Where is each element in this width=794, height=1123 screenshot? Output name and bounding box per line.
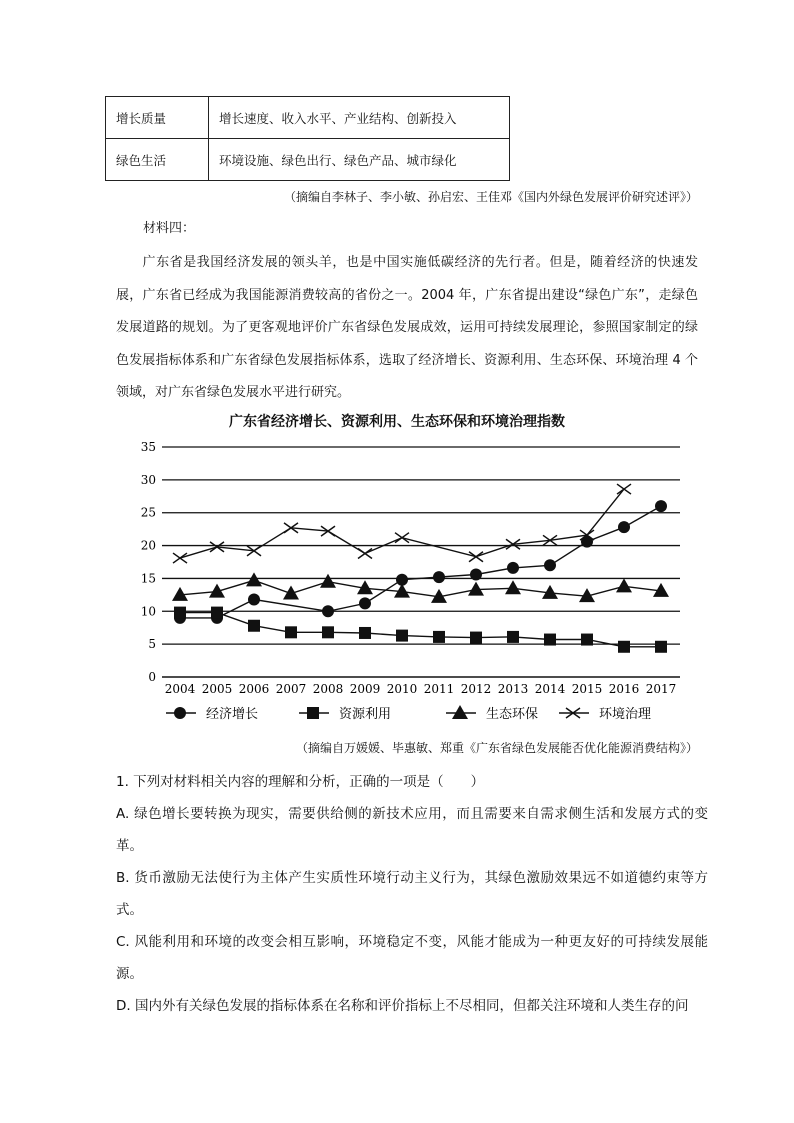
x-tick-label: 2016 xyxy=(608,682,640,696)
question-stem: 1. 下列对材料相关内容的理解和分析，正确的一项是（ ） xyxy=(116,774,485,790)
data-point-1 xyxy=(433,571,445,583)
legend-label: 资源利用 xyxy=(339,707,392,722)
y-tick-label: 15 xyxy=(140,571,156,586)
y-tick-label: 35 xyxy=(140,440,156,454)
data-point-3 xyxy=(616,578,632,592)
x-tick-label: 2015 xyxy=(571,682,603,696)
data-point-1 xyxy=(544,559,556,571)
data-point-1 xyxy=(618,521,630,533)
y-tick-label: 30 xyxy=(140,472,156,487)
data-point-3 xyxy=(246,572,262,586)
data-point-4 xyxy=(469,552,483,562)
data-point-1 xyxy=(359,597,371,609)
data-point-4 xyxy=(173,553,187,563)
x-tick-label: 2005 xyxy=(201,682,233,696)
data-point-2 xyxy=(470,632,482,644)
data-point-2 xyxy=(322,626,334,638)
option-c[interactable]: C. 风能利用和环境的改变会相互影响，环境稳定不变，风能才能成为一种更友好的可持续发展能源。 xyxy=(116,934,708,982)
x-tick-label: 2008 xyxy=(312,682,344,696)
table-cell-label: 绿色生活 xyxy=(106,139,209,181)
option-a[interactable]: A. 绿色增长要转换为现实，需要供给侧的新技术应用，而且需要来自需求侧生活和发展方式的变革。 xyxy=(116,806,708,854)
legend-label: 经济增长 xyxy=(206,707,259,722)
x-tick-label: 2017 xyxy=(645,682,677,696)
legend-marker xyxy=(452,705,468,719)
data-point-2 xyxy=(581,634,593,646)
data-point-2 xyxy=(396,630,408,642)
citation-source-2: （摘编自万媛媛、毕惠敏、郑重《广东省绿色发展能否优化能源消费结构》） xyxy=(295,741,698,755)
paragraph-text: 广东省是我国经济发展的领头羊，也是中国实施低碳经济的先行者。但是，随着经济的快速发展，广东省已经成为我国能源消费较高的省份之一。2004 年，广东省提出建设“绿色广东”，走绿色发展道路的规划。为了更客观地评价广东省绿色发展成效，运用可持续发展理论，参照国家制定的绿色发展指标体系和广东省绿色发展指标体系，选取了经济增长、资源利用、生态环保、环境治理 4 个领域，对广东省绿色发展水平进行研究。 xyxy=(116,255,698,400)
data-point-1 xyxy=(507,562,519,574)
data-point-3 xyxy=(505,580,521,594)
x-tick-label: 2012 xyxy=(460,682,492,696)
y-tick-label: 10 xyxy=(140,604,156,619)
y-tick-label: 0 xyxy=(148,670,156,684)
legend-label: 环境治理 xyxy=(599,707,652,722)
table-cell-label: 增长质量 xyxy=(106,97,209,139)
chart-title: 广东省经济增长、资源利用、生态环保和环境治理指数 xyxy=(229,414,565,430)
data-point-2 xyxy=(359,627,371,639)
y-tick-label: 25 xyxy=(140,505,156,520)
data-point-1 xyxy=(470,568,482,580)
data-point-2 xyxy=(248,620,260,632)
x-tick-label: 2006 xyxy=(238,682,270,696)
x-tick-label: 2004 xyxy=(164,682,196,696)
y-tick-label: 20 xyxy=(140,538,156,553)
y-tick-label: 5 xyxy=(148,637,156,652)
data-point-3 xyxy=(468,582,484,596)
x-tick-label: 2009 xyxy=(349,682,381,696)
data-point-1 xyxy=(322,605,334,617)
data-point-3 xyxy=(320,574,336,588)
x-tick-label: 2011 xyxy=(423,682,455,696)
data-point-2 xyxy=(174,607,186,619)
data-point-2 xyxy=(507,631,519,643)
data-point-4 xyxy=(358,548,372,558)
legend-marker xyxy=(307,707,319,719)
data-point-2 xyxy=(285,626,297,638)
data-point-4 xyxy=(617,484,631,494)
data-point-1 xyxy=(248,593,260,605)
table-cell-content: 环境设施、绿色出行、绿色产品、城市绿化 xyxy=(209,139,510,181)
x-tick-label: 2013 xyxy=(497,682,529,696)
x-tick-label: 2014 xyxy=(534,682,566,696)
legend-label: 生态环保 xyxy=(486,707,539,722)
material-label: 材料四： xyxy=(143,221,196,236)
data-point-1 xyxy=(655,500,667,512)
data-point-2 xyxy=(544,634,556,646)
table-cell-content: 增长速度、收入水平、产业结构、创新投入 xyxy=(209,97,510,139)
data-point-2 xyxy=(211,607,223,619)
data-point-3 xyxy=(283,586,299,600)
citation-source-1: （摘编自李林子、李小敏、孙启宏、王佳邓《国内外绿色发展评价研究述评》） xyxy=(283,190,698,204)
option-b[interactable]: B. 货币激励无法使行为主体产生实质性环境行动主义行为，其绿色激励效果远不如道德约束等方式。 xyxy=(116,870,708,918)
x-tick-label: 2010 xyxy=(386,682,418,696)
data-point-2 xyxy=(618,641,630,653)
x-tick-label: 2007 xyxy=(275,682,307,696)
legend-marker xyxy=(174,707,186,719)
series-line-4 xyxy=(180,489,624,558)
data-point-2 xyxy=(433,631,445,643)
option-d[interactable]: D. 国内外有关绿色发展的指标体系在名称和评价指标上不尽相同，但都关注环境和人类生存的问 xyxy=(116,998,689,1014)
data-point-4 xyxy=(395,533,409,543)
data-point-2 xyxy=(655,641,667,653)
